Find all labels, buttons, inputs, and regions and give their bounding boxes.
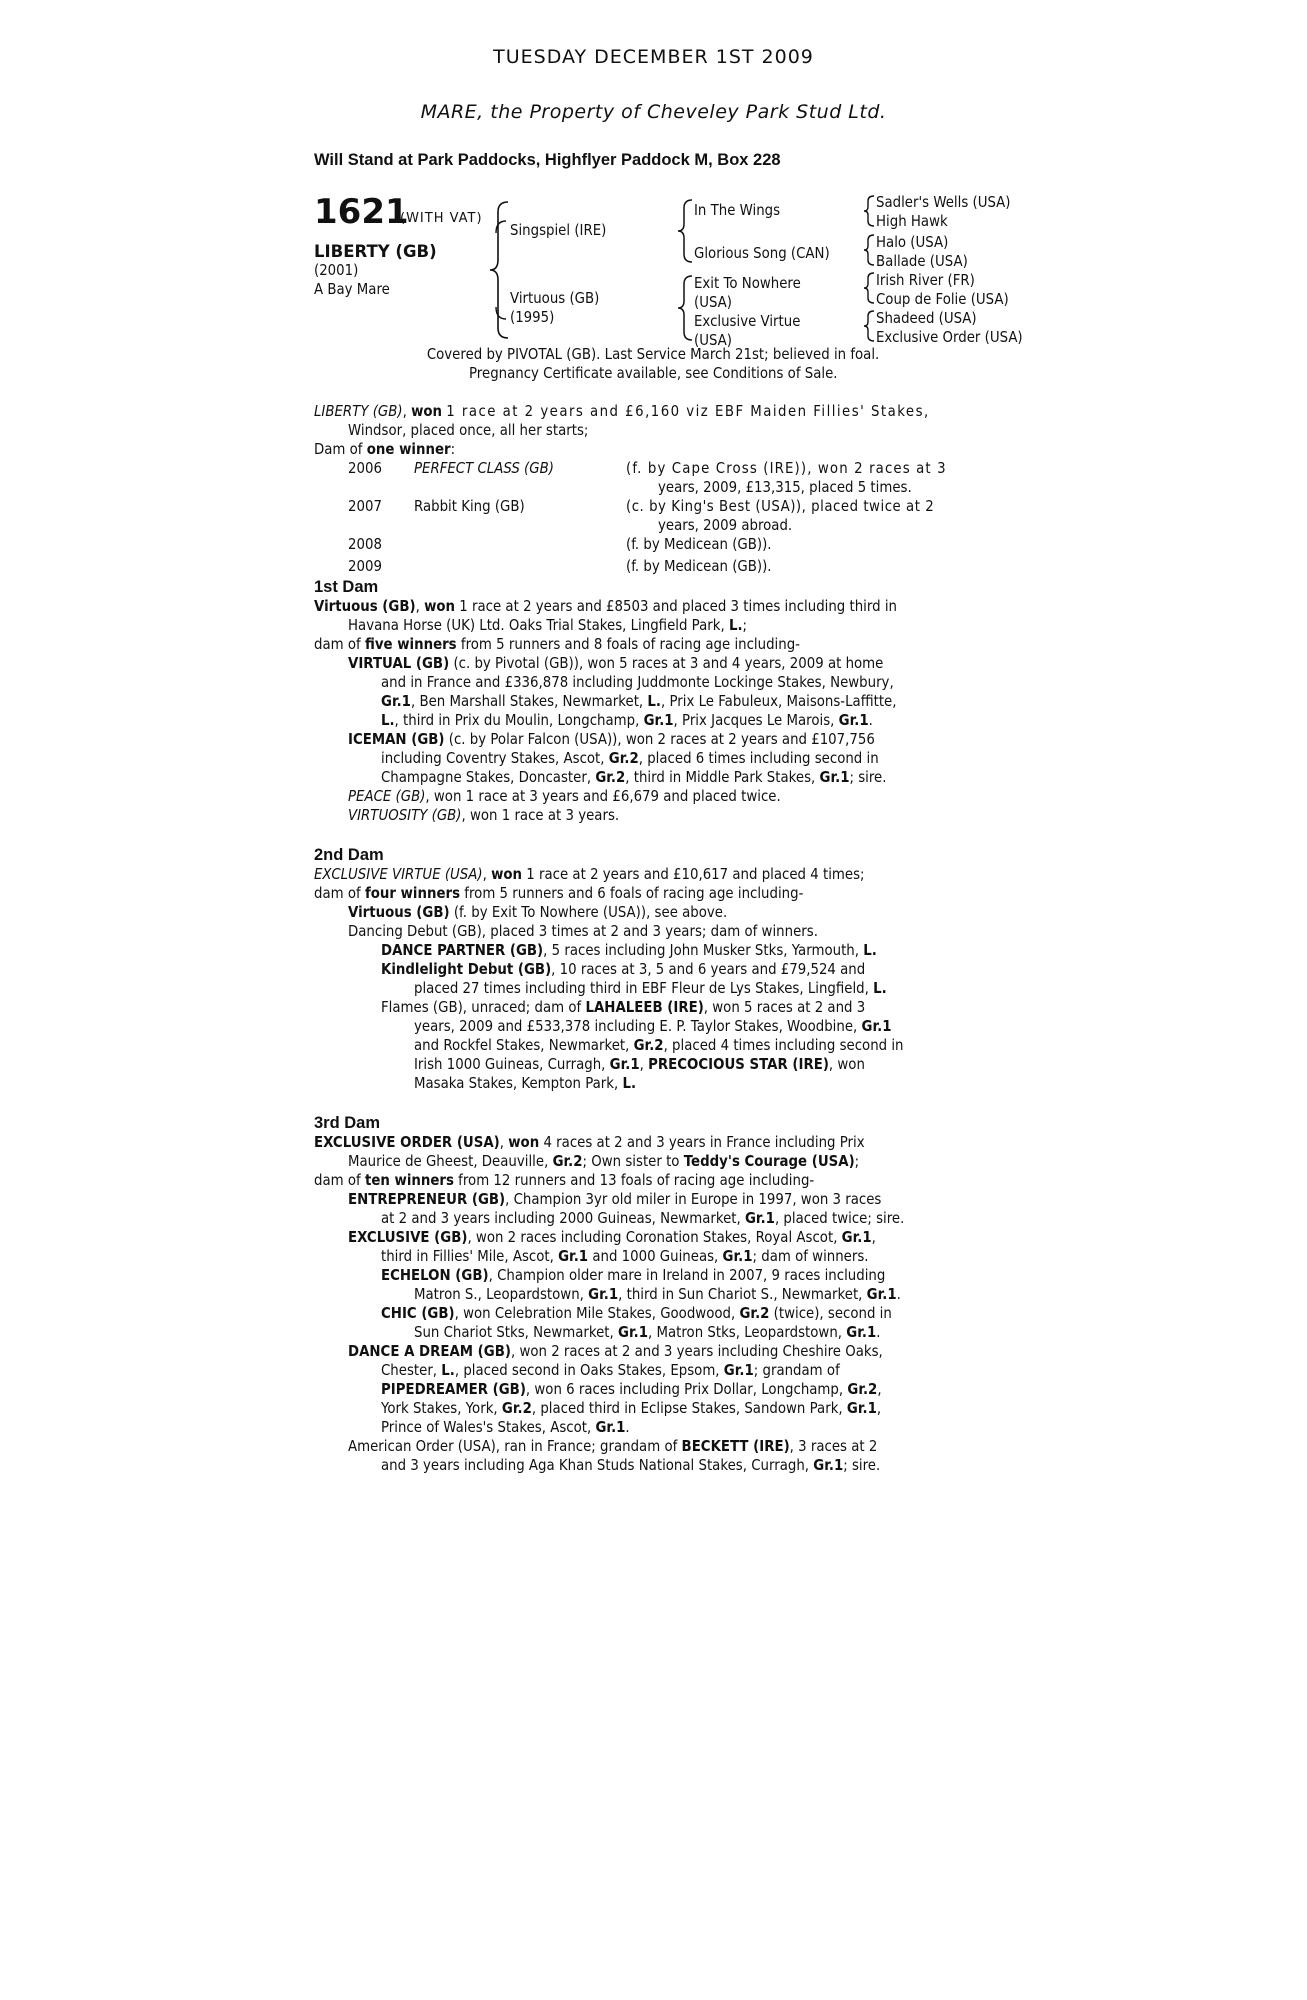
pipedreamer-line-2 <box>381 1399 881 1417</box>
kindlelight-text-1: , 10 races at 3, 5 and 6 years and £79,524 and <box>551 960 866 978</box>
iceman-text-1: (c. by Polar Falcon (USA)), won 2 races at 2 years and £107,756 <box>448 730 875 748</box>
listed-marker: L. <box>441 1361 455 1379</box>
pedigree-dds: Shadeed (USA) <box>876 309 977 327</box>
group-2-marker: Gr.2 <box>501 1399 532 1417</box>
dam-of-label: Dam of <box>314 440 363 458</box>
semicolon: ; <box>742 616 748 634</box>
covered-line-1: Covered by PIVOTAL (GB). Last Service March 21st; believed in foal. <box>427 345 880 363</box>
iceman-text-3c: ; sire. <box>849 768 887 786</box>
period: . <box>625 1418 630 1436</box>
first-dam-line-1: Virtuous (GB), won 1 race at 2 years and £8503 and placed 3 times including third in <box>314 597 897 615</box>
five-winners: five winners <box>364 635 457 653</box>
chic-text-1: , won Celebration Mile Stakes, Goodwood, <box>454 1304 736 1322</box>
second-dam-heading: 2nd Dam <box>314 846 384 864</box>
chic-line-1 <box>381 1304 892 1322</box>
flames-line-2 <box>414 1017 891 1035</box>
produce-detail-2006-1: (f. by Cape Cross (IRE)), won 2 races at 3 <box>626 459 947 477</box>
exclusive-line-2 <box>381 1247 869 1265</box>
peace-text: , won 1 race at 3 years and £6,679 and placed twice. <box>425 787 781 805</box>
pedigree-brace-ss <box>862 194 876 228</box>
pedigree-dss: Irish River (FR) <box>876 271 975 289</box>
second-dam-name: EXCLUSIVE VIRTUE (USA) <box>314 865 483 883</box>
entrepreneur-line-2 <box>381 1209 904 1227</box>
echelon-name: ECHELON (GB) <box>381 1266 489 1284</box>
produce-detail-2007-2: years, 2009 abroad. <box>658 516 793 534</box>
lot-year: (2001) <box>314 261 359 279</box>
sale-date: TUESDAY DECEMBER 1ST 2009 <box>493 46 814 68</box>
colon: : <box>450 440 456 458</box>
dam-of-label: dam of <box>314 1171 361 1189</box>
kindlelight-line-1 <box>381 960 865 978</box>
exclusive-and-text: and 1000 Guineas, <box>592 1247 719 1265</box>
produce-detail-2009: (f. by Medicean (GB)). <box>626 557 772 575</box>
group-1-marker: Gr.1 <box>846 1323 877 1341</box>
group-1-marker: Gr.1 <box>866 1285 897 1303</box>
property-line: MARE, the Property of Cheveley Park Stud Ltd. <box>420 101 887 123</box>
dance-a-dream-line-1 <box>348 1342 883 1360</box>
semicolon: ; <box>854 1152 860 1170</box>
teddys-courage-name: Teddy's Courage (USA) <box>683 1152 855 1170</box>
pedigree-dam-dam: Exclusive Virtue <box>694 312 801 330</box>
pipedreamer-text-2b: , placed third in Eclipse Stakes, Sandown Park, <box>531 1399 843 1417</box>
dance-a-dream-text-2c: ; grandam of <box>753 1361 840 1379</box>
american-order-line-1 <box>348 1437 877 1455</box>
exclusive-text-1: , won 2 races including Coronation Stakes, Royal Ascot, <box>467 1228 838 1246</box>
flames-text-5: Masaka Stakes, Kempton Park, <box>414 1074 619 1092</box>
flames-line-3 <box>414 1036 904 1054</box>
entrepreneur-line-1 <box>348 1190 881 1208</box>
group-1-marker: Gr.1 <box>819 768 850 786</box>
virtual-line-4 <box>381 711 873 729</box>
virtual-text-1: (c. by Pivotal (GB)), won 5 races at 3 and 4 years, 2009 at home <box>453 654 884 672</box>
american-order-text-2b: ; sire. <box>843 1456 881 1474</box>
second-dam-text-1: 1 race at 2 years and £10,617 and placed 4 times; <box>526 865 865 883</box>
flames-text-4: Irish 1000 Guineas, Curragh, <box>414 1055 606 1073</box>
third-dam-text-1: 4 races at 2 and 3 years in France including Prix <box>543 1133 865 1151</box>
kindlelight-name: Kindlelight Debut (GB) <box>381 960 552 978</box>
ten-winners: ten winners <box>364 1171 454 1189</box>
pipedreamer-name: PIPEDREAMER (GB) <box>381 1380 526 1398</box>
virtual-line-3 <box>381 692 897 710</box>
pedigree-brace-dam <box>676 274 696 342</box>
produce-year-2009: 2009 <box>348 557 382 575</box>
liberty-record-line-1: LIBERTY (GB), won 1 race at 2 years and £6,160 viz EBF Maiden Fillies' Stakes, <box>314 402 930 420</box>
iceman-line-3 <box>381 768 886 786</box>
flames-line-1 <box>381 998 865 1016</box>
listed-marker: L. <box>728 616 743 634</box>
pedigree-dam-dam-country: (USA) <box>694 331 732 349</box>
flames-text-1: Flames (GB), unraced; dam of <box>381 998 582 1016</box>
chic-text-1b: (twice), second in <box>773 1304 892 1322</box>
group-2-marker: Gr.2 <box>633 1036 664 1054</box>
pipedreamer-line-3 <box>381 1418 630 1436</box>
covered-line-2: Pregnancy Certificate available, see Conditions of Sale. <box>469 364 838 382</box>
produce-detail-2007-1: (c. by King's Best (USA)), placed twice at 2 <box>626 497 935 515</box>
liberty-record-text-1: 1 race at 2 years and £6,160 viz EBF Maiden Fillies' Stakes, <box>446 402 930 420</box>
first-dam-name: Virtuous (GB) <box>314 597 416 615</box>
third-dam-heading: 3rd Dam <box>314 1114 381 1132</box>
produce-name-2007: Rabbit King (GB) <box>414 497 525 515</box>
dam-of-label: dam of <box>314 635 361 653</box>
pipedreamer-text-1: , won 6 races including Prix Dollar, Longchamp, <box>525 1380 844 1398</box>
four-winners: four winners <box>364 884 461 902</box>
pedigree-dsd: Coup de Folie (USA) <box>876 290 1009 308</box>
first-dam-text-2: Havana Horse (UK) Ltd. Oaks Trial Stakes, Lingfield Park, <box>348 616 725 634</box>
flames-text-3: and Rockfel Stakes, Newmarket, <box>414 1036 630 1054</box>
flames-line-4 <box>414 1055 865 1073</box>
virtuosity-text: , won 1 race at 3 years. <box>461 806 620 824</box>
listed-marker: L. <box>381 711 395 729</box>
echelon-line-1 <box>381 1266 885 1284</box>
echelon-text-2b: , third in Sun Chariot S., Newmarket, <box>618 1285 863 1303</box>
lot-name: LIBERTY (GB) <box>314 242 437 261</box>
chic-text-2b: , Matron Stks, Leopardstown, <box>647 1323 843 1341</box>
first-dam-text-3: from 5 runners and 8 foals of racing age including- <box>460 635 800 653</box>
pregnancy-note <box>0 364 1307 382</box>
pedigree-tick-sire <box>494 219 508 235</box>
kindlelight-line-2 <box>414 979 887 997</box>
pedigree-brace-dd <box>862 309 876 343</box>
virtuous-line <box>348 903 727 921</box>
flames-text-1b: , won 5 races at 2 and 3 <box>703 998 866 1016</box>
lot-number: 1621 <box>314 192 409 232</box>
iceman-line-2 <box>381 749 879 767</box>
group-1-marker: Gr.1 <box>846 1399 877 1417</box>
group-2-marker: Gr.2 <box>739 1304 770 1322</box>
virtual-text-3b: , Prix Le Fabuleux, Maisons-Laffitte, <box>660 692 897 710</box>
virtuosity-name: VIRTUOSITY (GB) <box>348 806 462 824</box>
pedigree-ssd: High Hawk <box>876 212 948 230</box>
dance-a-dream-line-2 <box>381 1361 840 1379</box>
group-1-marker: Gr.1 <box>723 1361 754 1379</box>
first-dam-won: won <box>424 597 456 615</box>
third-dam-line-1: EXCLUSIVE ORDER (USA), won 4 races at 2 and 3 years in France including Prix <box>314 1133 865 1151</box>
third-dam-name: EXCLUSIVE ORDER (USA) <box>314 1133 500 1151</box>
listed-marker: L. <box>622 1074 637 1092</box>
echelon-text-1: , Champion older mare in Ireland in 2007, 9 races including <box>488 1266 886 1284</box>
one-winner: one winner <box>366 440 451 458</box>
produce-year-2008: 2008 <box>348 535 382 553</box>
pipedreamer-line-1 <box>381 1380 882 1398</box>
pedigree-sdd: Ballade (USA) <box>876 252 968 270</box>
dance-partner-line <box>381 941 877 959</box>
dance-a-dream-text-1: , won 2 races at 2 and 3 years including Cheshire Oaks, <box>510 1342 883 1360</box>
third-dam-text-2b: ; Own sister to <box>582 1152 680 1170</box>
pedigree-brace-sire <box>676 198 696 264</box>
group-1-marker: Gr.1 <box>595 1418 626 1436</box>
virtual-name: VIRTUAL (GB) <box>348 654 450 672</box>
period: . <box>868 711 873 729</box>
group-1-marker: Gr.1 <box>838 711 869 729</box>
virtuous-name: Virtuous (GB) <box>348 903 450 921</box>
exclusive-line-1 <box>348 1228 876 1246</box>
comma: , <box>639 1055 644 1073</box>
second-dam-line-2 <box>314 884 803 902</box>
pipedreamer-text-3: Prince of Wales's Stakes, Ascot, <box>381 1418 592 1436</box>
pedigree-sss: Sadler's Wells (USA) <box>876 193 1011 211</box>
beckett-name: BECKETT (IRE) <box>681 1437 790 1455</box>
entrepreneur-text-2: at 2 and 3 years including 2000 Guineas, Newmarket, <box>381 1209 741 1227</box>
group-2-marker: Gr.2 <box>552 1152 583 1170</box>
iceman-text-2: including Coventry Stakes, Ascot, <box>381 749 605 767</box>
group-2-marker: Gr.2 <box>595 768 626 786</box>
peace-name: PEACE (GB) <box>348 787 426 805</box>
period: . <box>876 1323 881 1341</box>
pedigree-sire: Singspiel (IRE) <box>510 221 607 239</box>
group-1-marker: Gr.1 <box>841 1228 872 1246</box>
pedigree-dam-year: (1995) <box>510 308 555 326</box>
pedigree-dam-sire-country: (USA) <box>694 293 732 311</box>
pedigree-dam-sire: Exit To Nowhere <box>694 274 801 292</box>
flames-line-5 <box>414 1074 636 1092</box>
second-dam-text-2: from 5 runners and 6 foals of racing age including- <box>464 884 804 902</box>
iceman-text-3: Champagne Stakes, Doncaster, <box>381 768 592 786</box>
third-dam-text-3: from 12 runners and 13 foals of racing age including- <box>458 1171 815 1189</box>
dance-partner-name: DANCE PARTNER (GB) <box>381 941 544 959</box>
second-dam-line-1: EXCLUSIVE VIRTUE (USA), won 1 race at 2 years and £10,617 and placed 4 times; <box>314 865 865 883</box>
pipedreamer-text-2: York Stakes, York, <box>381 1399 498 1417</box>
group-2-marker: Gr.2 <box>847 1380 878 1398</box>
covered-note <box>0 345 1307 363</box>
chic-name: CHIC (GB) <box>381 1304 455 1322</box>
virtual-line-1 <box>348 654 883 672</box>
dance-a-dream-name: DANCE A DREAM (GB) <box>348 1342 511 1360</box>
group-1-marker: Gr.1 <box>609 1055 640 1073</box>
echelon-line-2 <box>414 1285 901 1303</box>
listed-marker: L. <box>647 692 661 710</box>
group-1-marker: Gr.1 <box>558 1247 589 1265</box>
iceman-line-1 <box>348 730 875 748</box>
liberty-record-line-2: Windsor, placed once, all her starts; <box>348 421 589 439</box>
third-dam-text-2: Maurice de Gheest, Deauville, <box>348 1152 549 1170</box>
group-1-marker: Gr.1 <box>381 692 411 710</box>
peace-line <box>348 787 781 805</box>
lot-description: A Bay Mare <box>314 280 390 298</box>
virtual-text-4: , third in Prix du Moulin, Longchamp, <box>394 711 640 729</box>
group-1-marker: Gr.1 <box>722 1247 753 1265</box>
liberty-name: LIBERTY (GB) <box>314 402 403 420</box>
iceman-name: ICEMAN (GB) <box>348 730 445 748</box>
exclusive-name: EXCLUSIVE (GB) <box>348 1228 468 1246</box>
dance-a-dream-text-2a: Chester, <box>381 1361 438 1379</box>
third-dam-line-2 <box>348 1152 859 1170</box>
pedigree-ddd: Exclusive Order (USA) <box>876 328 1023 346</box>
group-2-marker: Gr.2 <box>608 749 639 767</box>
virtuosity-line <box>348 806 619 824</box>
group-1-marker: Gr.1 <box>588 1285 619 1303</box>
produce-year-2006: 2006 <box>348 459 382 477</box>
pedigree-sds: Halo (USA) <box>876 233 949 251</box>
won-text: , won <box>828 1055 865 1073</box>
dance-partner-text: , 5 races including John Musker Stks, Yarmouth, <box>543 941 859 959</box>
entrepreneur-text-2b: , placed twice; sire. <box>774 1209 905 1227</box>
echelon-text-2: Matron S., Leopardstown, <box>414 1285 584 1303</box>
american-order-line-2 <box>381 1456 880 1474</box>
pedigree-sire-dam: Glorious Song (CAN) <box>694 244 830 262</box>
group-1-marker: Gr.1 <box>618 1323 648 1341</box>
listed-marker: L. <box>873 979 887 997</box>
flames-text-2: years, 2009 and £533,378 including E. P. Taylor Stakes, Woodbine, <box>414 1017 858 1035</box>
dance-a-dream-text-2b: , placed second in Oaks Stakes, Epsom, <box>454 1361 720 1379</box>
produce-detail-2008: (f. by Medicean (GB)). <box>626 535 772 553</box>
period: . <box>896 1285 901 1303</box>
iceman-text-3b: , third in Middle Park Stakes, <box>625 768 816 786</box>
chic-line-2 <box>414 1323 880 1341</box>
exclusive-text-2: third in Fillies' Mile, Ascot, <box>381 1247 554 1265</box>
exclusive-text-2b: ; dam of winners. <box>752 1247 869 1265</box>
chic-text-2: Sun Chariot Stks, Newmarket, <box>414 1323 614 1341</box>
pedigree-brace-sd <box>862 233 876 267</box>
first-dam-line-2 <box>348 616 747 634</box>
precocious-star-name: PRECOCIOUS STAR (IRE) <box>648 1055 829 1073</box>
pedigree-sire-sire: In The Wings <box>694 201 781 219</box>
dancing-debut-line: Dancing Debut (GB), placed 3 times at 2 and 3 years; dam of winners. <box>348 922 818 940</box>
comma: , <box>871 1228 876 1246</box>
group-1-marker: Gr.1 <box>861 1017 892 1035</box>
pedigree-dam: Virtuous (GB) <box>510 289 600 307</box>
liberty-dam-of <box>314 440 455 458</box>
produce-year-2007: 2007 <box>348 497 382 515</box>
second-dam-won: won <box>491 865 523 883</box>
group-1-marker: Gr.1 <box>813 1456 844 1474</box>
group-1-marker: Gr.1 <box>643 711 674 729</box>
virtual-line-2: and in France and £336,878 including Juddmonte Lockinge Stakes, Newbury, <box>381 673 894 691</box>
american-order-text-1b: , 3 races at 2 <box>789 1437 878 1455</box>
entrepreneur-text-1: , Champion 3yr old miler in Europe in 1997, won 3 races <box>505 1190 882 1208</box>
iceman-text-2b: , placed 6 times including second in <box>638 749 879 767</box>
comma: , <box>877 1380 882 1398</box>
first-dam-heading: 1st Dam <box>314 578 379 596</box>
first-dam-text-1: 1 race at 2 years and £8503 and placed 3 times including third in <box>459 597 897 615</box>
pedigree-tick-dam <box>494 305 508 321</box>
flames-text-3b: , placed 4 times including second in <box>663 1036 904 1054</box>
virtual-text-3: , Ben Marshall Stakes, Newmarket, <box>410 692 644 710</box>
comma: , <box>876 1399 882 1417</box>
dam-of-label: dam of <box>314 884 361 902</box>
produce-name-2006: PERFECT CLASS (GB) <box>414 459 554 477</box>
american-order-text-1: American Order (USA), ran in France; grandam of <box>348 1437 678 1455</box>
third-dam-line-3 <box>314 1171 814 1189</box>
virtuous-text: (f. by Exit To Nowhere (USA)), see above. <box>453 903 728 921</box>
kindlelight-text-2: placed 27 times including third in EBF Fleur de Lys Stakes, Lingfield, <box>414 979 869 997</box>
listed-marker: L. <box>863 941 877 959</box>
virtual-text-4b: , Prix Jacques Le Marois, <box>673 711 835 729</box>
stand-location: Will Stand at Park Paddocks, Highflyer Paddock M, Box 228 <box>314 151 781 169</box>
vat-note: (WITH VAT) <box>400 211 483 226</box>
first-dam-line-3 <box>314 635 800 653</box>
liberty-won: won <box>411 402 443 420</box>
lahaleeb-name: LAHALEEB (IRE) <box>585 998 704 1016</box>
third-dam-won: won <box>508 1133 540 1151</box>
produce-detail-2006-2: years, 2009, £13,315, placed 5 times. <box>658 478 912 496</box>
group-1-marker: Gr.1 <box>744 1209 775 1227</box>
american-order-text-2: and 3 years including Aga Khan Studs National Stakes, Curragh, <box>381 1456 810 1474</box>
entrepreneur-name: ENTREPRENEUR (GB) <box>348 1190 506 1208</box>
pedigree-brace-ds <box>862 271 876 305</box>
